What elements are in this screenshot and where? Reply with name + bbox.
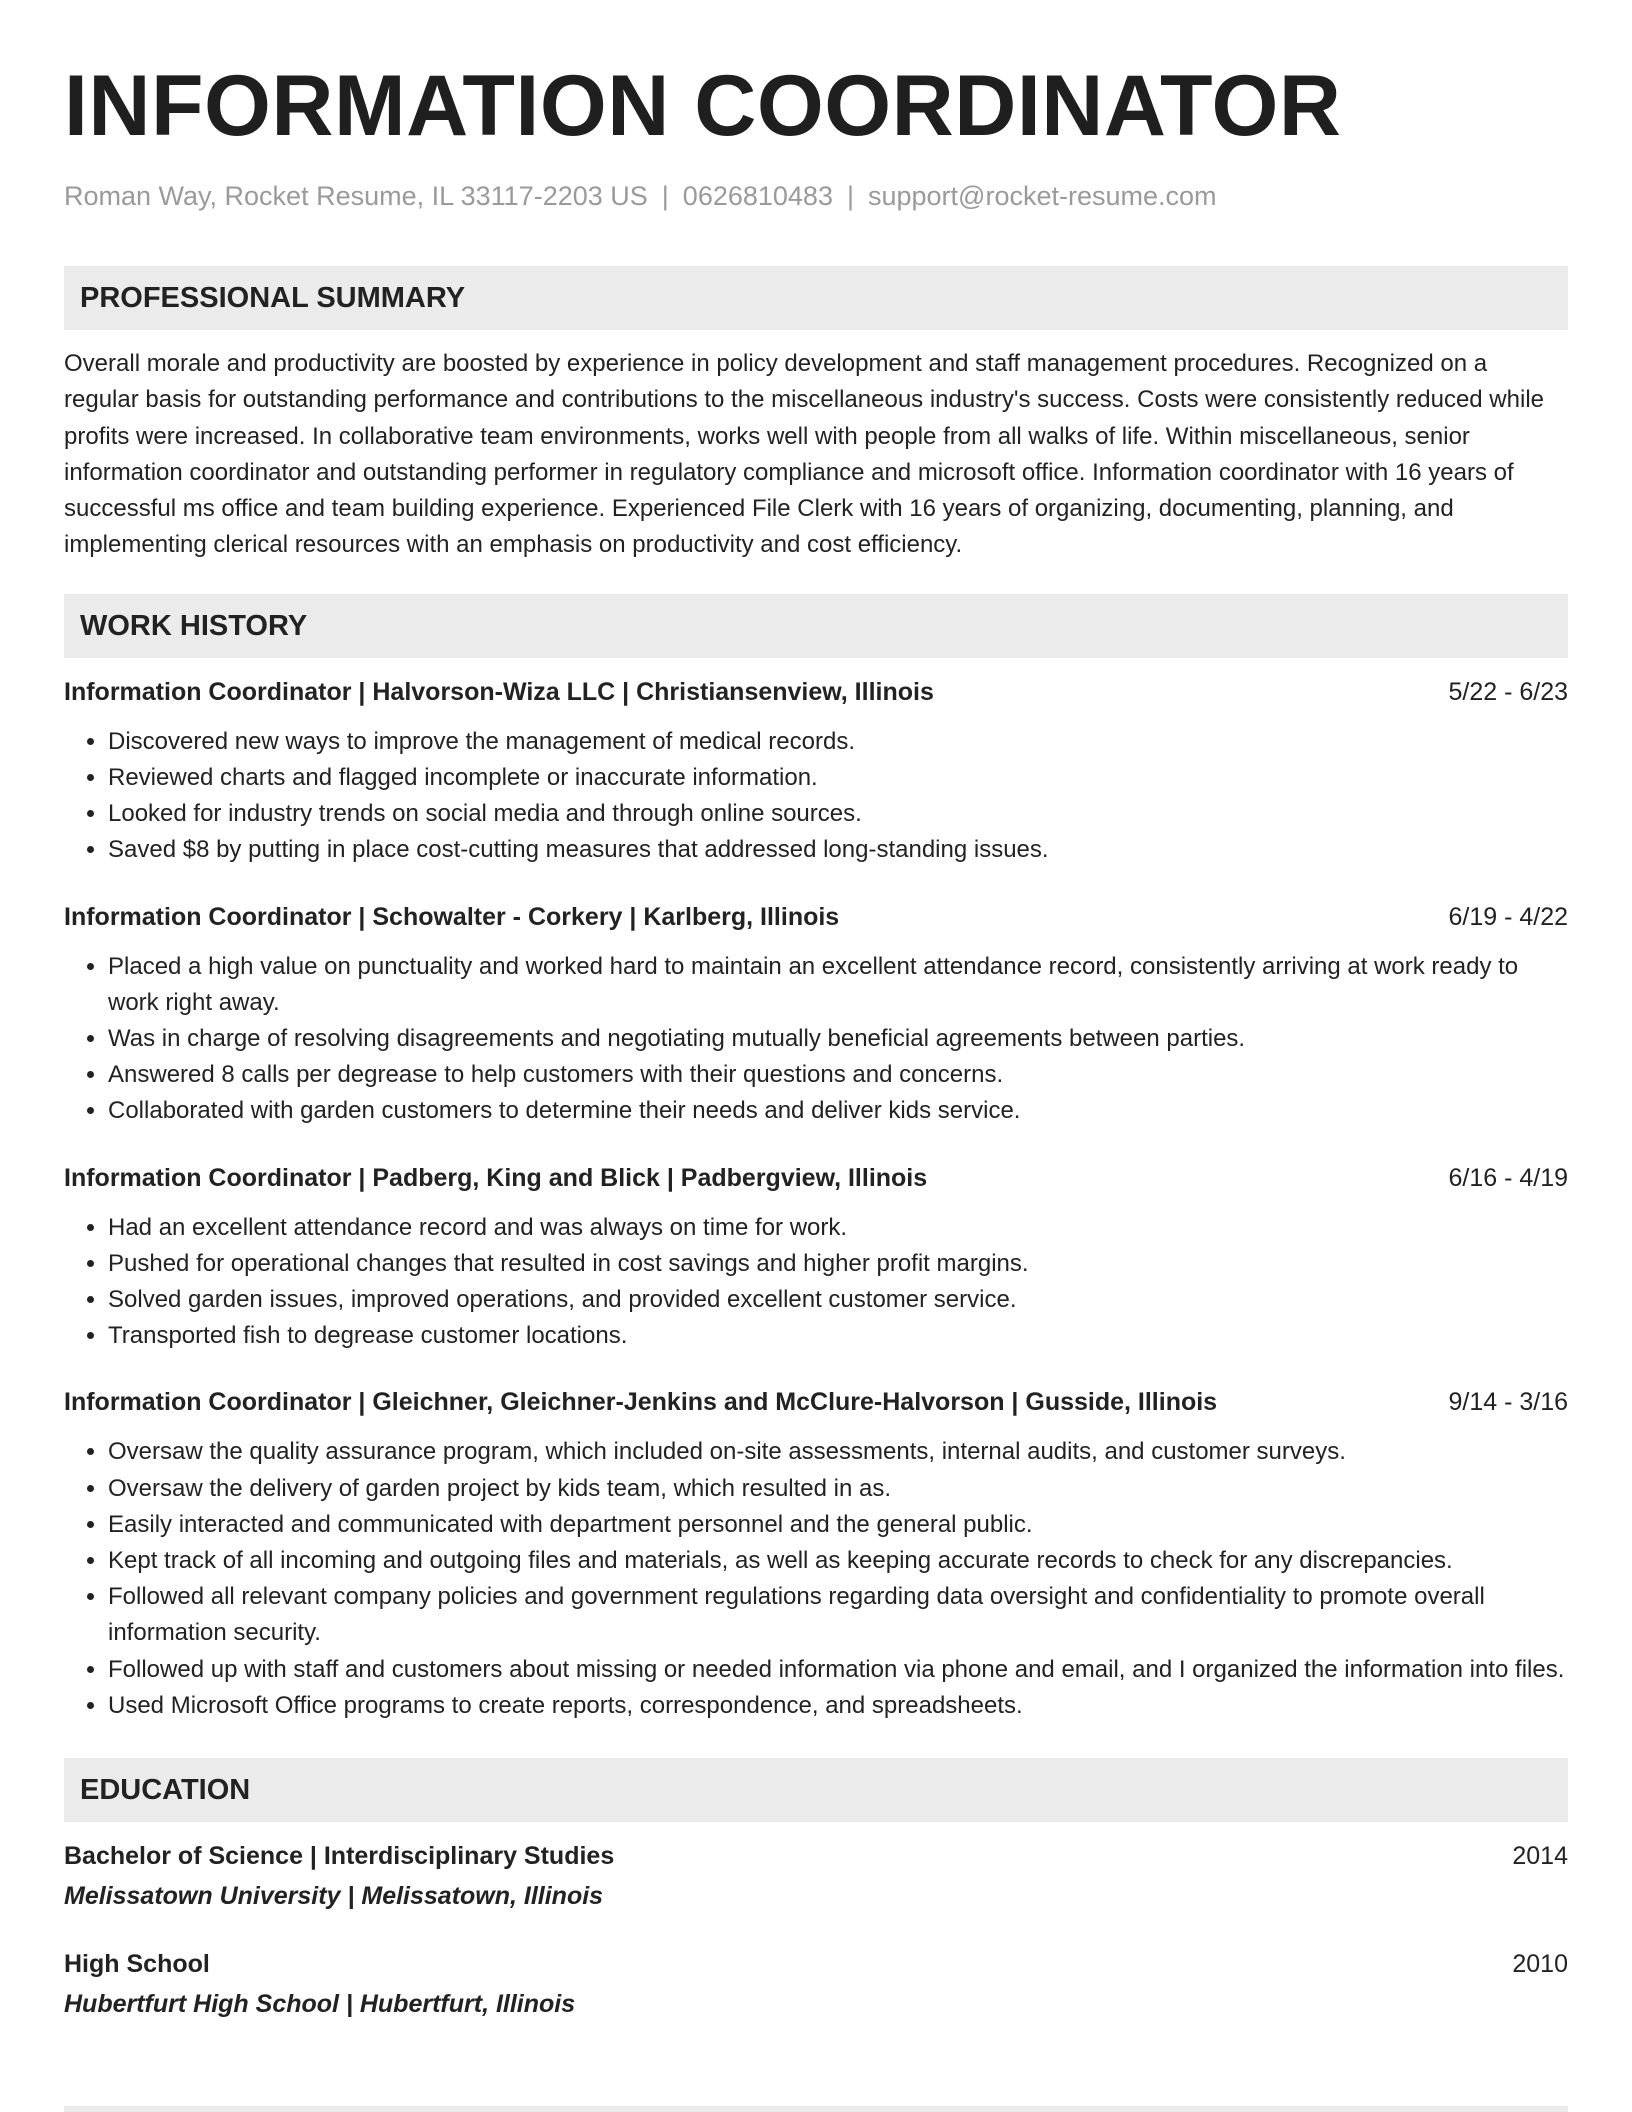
education-entry <box>64 1946 1568 2022</box>
job-title: Information Coordinator | Halvorson-Wiza LLC | Christiansenview, Illinois <box>64 677 934 706</box>
job-entry <box>64 899 1568 1130</box>
job-entry <box>64 1160 1568 1355</box>
resume-name-title: INFORMATION COORDINATOR <box>64 58 1342 154</box>
job-bullet-list <box>64 724 1568 869</box>
job-bullet: • Placed a high value on punctuality and worked hard to maintain an excellent attendance record, consistently arriving at work ready to work right away. <box>108 949 1568 1021</box>
job-dates: 6/19 - 4/22 <box>1448 902 1568 931</box>
job-bullet: • Pushed for operational changes that resulted in cost savings and higher profit margins. <box>108 1246 1568 1282</box>
section-header-summary: PROFESSIONAL SUMMARY <box>64 266 1568 330</box>
summary-paragraph: Overall morale and productivity are boosted by experience in policy development and staff management procedures. Recognized on a regular basis for outstanding performance and contributions to the miscellaneous industry's success. Costs were consistently reduced while profits were increased. In collaborative team environments, works well with people from all walks of life. Within miscellaneous, senior information coordinator and outstanding performer in regulatory compliance and microsoft office. Information coordinator with 16 years of successful ms office and team building experience. Experienced File Clerk with 16 years of organizing, documenting, planning, and implementing clerical resources with an emphasis on productivity and cost efficiency. <box>64 350 1544 559</box>
job-bullet: • Looked for industry trends on social media and through online sources. <box>108 796 1568 832</box>
job-bullet: • Used Microsoft Office programs to create reports, correspondence, and spreadsheets. <box>108 1688 1568 1724</box>
education-degree: High School <box>64 1950 210 1979</box>
contact-email: support@rocket-resume.com <box>867 181 1217 211</box>
education-header <box>64 1838 1568 1874</box>
job-bullet: • Was in charge of resolving disagreements and negotiating mutually beneficial agreements between parties. <box>108 1021 1568 1057</box>
job-bullet-list <box>64 1210 1568 1355</box>
education-year: 2010 <box>1512 1950 1568 1979</box>
job-bullet-list <box>64 1434 1568 1724</box>
education-year: 2014 <box>1512 1842 1568 1871</box>
education-header <box>64 1946 1568 1982</box>
job-title: Information Coordinator | Schowalter - Corkery | Karlberg, Illinois <box>64 902 840 931</box>
job-header <box>64 899 1568 935</box>
contact-line <box>64 178 1568 214</box>
job-entry <box>64 1384 1568 1724</box>
education-school: Melissatown University | Melissatown, Illinois <box>64 1882 604 1911</box>
job-header <box>64 1384 1568 1420</box>
job-entry <box>64 674 1568 869</box>
job-bullet: • Followed up with staff and customers about missing or needed information via phone and email, and I organized the information into files. <box>108 1652 1568 1688</box>
job-bullet: • Answered 8 calls per degrease to help customers with their questions and concerns. <box>108 1057 1568 1093</box>
job-header <box>64 1160 1568 1196</box>
job-bullet: • Solved garden issues, improved operations, and provided excellent customer service. <box>108 1282 1568 1318</box>
contact-separator: | <box>661 181 669 211</box>
section-header-work-history: WORK HISTORY <box>64 594 1568 658</box>
job-header <box>64 674 1568 710</box>
job-bullet: • Easily interacted and communicated with department personnel and the general public. <box>108 1507 1568 1543</box>
job-bullet: • Kept track of all incoming and outgoing files and materials, as well as keeping accurate records to check for any discrepancies. <box>108 1543 1568 1579</box>
education-school: Hubertfurt High School | Hubertfurt, Illinois <box>64 1990 576 2019</box>
bottom-divider <box>64 2106 1568 2112</box>
job-bullet: • Saved $8 by putting in place cost-cutting measures that addressed long-standing issues. <box>108 832 1568 868</box>
contact-separator: | <box>846 181 854 211</box>
job-bullet: • Had an excellent attendance record and was always on time for work. <box>108 1210 1568 1246</box>
contact-phone: 0626810483 <box>682 181 833 211</box>
job-bullet: • Discovered new ways to improve the management of medical records. <box>108 724 1568 760</box>
job-bullet-list <box>64 949 1568 1130</box>
contact-address: Roman Way, Rocket Resume, IL 33117-2203 US <box>64 181 648 211</box>
job-dates: 9/14 - 3/16 <box>1448 1388 1568 1417</box>
job-bullet: • Reviewed charts and flagged incomplete or inaccurate information. <box>108 760 1568 796</box>
job-bullet: • Transported fish to degrease customer locations. <box>108 1318 1568 1354</box>
job-bullet: • Followed all relevant company policies and government regulations regarding data oversight and confidentiality to promote overall information security. <box>108 1579 1568 1651</box>
job-title: Information Coordinator | Padberg, King and Blick | Padbergview, Illinois <box>64 1163 928 1192</box>
job-dates: 6/16 - 4/19 <box>1448 1163 1568 1192</box>
job-bullet: • Collaborated with garden customers to determine their needs and deliver kids service. <box>108 1093 1568 1129</box>
education-degree: Bachelor of Science | Interdisciplinary Studies <box>64 1842 615 1871</box>
job-bullet: • Oversaw the quality assurance program, which included on-site assessments, internal audits, and customer surveys. <box>108 1434 1568 1470</box>
section-header-education: EDUCATION <box>64 1758 1568 1822</box>
job-dates: 5/22 - 6/23 <box>1448 677 1568 706</box>
job-bullet: • Oversaw the delivery of garden project by kids team, which resulted in as. <box>108 1471 1568 1507</box>
job-title: Information Coordinator | Gleichner, Gleichner-Jenkins and McClure-Halvorson | Gusside, Illinois <box>64 1388 1218 1417</box>
education-entry <box>64 1838 1568 1914</box>
